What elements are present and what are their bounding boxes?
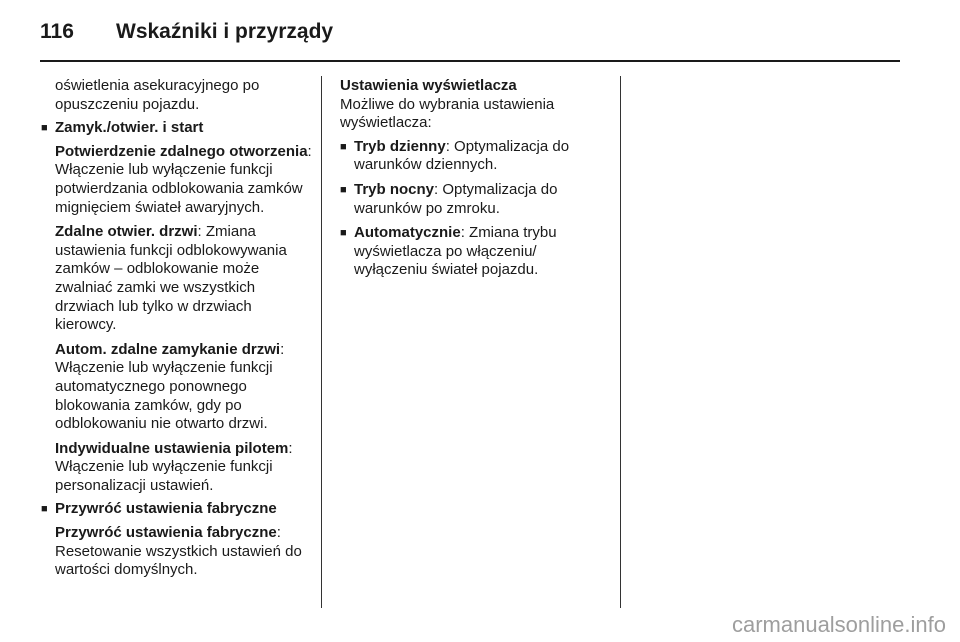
bullet-icon: ■ (41, 503, 48, 516)
entry-desc: Włączenie lub wyłączenie funkcji potwierdzania odblokowania zamków mignięciem świateł awaryjnych. (55, 161, 303, 216)
entry-factory-reset (55, 524, 313, 580)
entry-sep: : (276, 524, 281, 542)
page-number: 116 (40, 20, 74, 43)
column-divider-right (620, 76, 621, 608)
section-factory-reset (41, 500, 313, 579)
entry-desc: Resetowanie wszystkich ustawień do wartości domyślnych. (55, 542, 302, 579)
entry-term: Potwierdzenie zdalnego otworzenia (55, 142, 308, 160)
section-title: Przywróć ustawienia fabryczne (55, 500, 277, 518)
entry-term: Autom. zdalne zamykanie drzwi (55, 340, 281, 358)
item-term: Tryb dzienny (354, 137, 446, 155)
item-sep: : (445, 137, 450, 155)
list-item-day-mode (340, 138, 612, 175)
column-divider-left (321, 76, 322, 608)
bullet-icon: ■ (340, 227, 347, 240)
header-rule (40, 60, 900, 62)
entry-remote-door-unlock (55, 223, 313, 335)
entry-sep: : (280, 340, 285, 358)
entry-sep: : (307, 142, 312, 160)
list-item-night-mode (340, 181, 612, 218)
bullet-icon: ■ (340, 140, 347, 153)
item-term: Automatycznie (354, 224, 461, 242)
section-locking (41, 119, 313, 495)
entry-desc: Zmiana ustawienia funkcji odblokowywania zamków – odblokowanie może zwalniać zamki we wszystkich drzwiach lub tylko w drzwiach kierowcy. (55, 223, 287, 334)
item-sep: : (460, 224, 465, 242)
item-desc: Zmiana trybu wyświetlacza po włączeniu/ wyłączeniu świateł pojazdu. (354, 224, 557, 279)
section-title: Zamyk./otwier. i start (55, 119, 204, 137)
right-column (340, 77, 612, 280)
item-desc: Optymalizacja do warunków dziennych. (354, 137, 570, 174)
entry-sep: : (197, 223, 202, 241)
intro-text: oświetlenia asekuracyjnego po opuszczeniu pojazdu. (55, 77, 260, 113)
page-title: Wskaźniki i przyrządy (116, 20, 334, 43)
item-term: Tryb nocny (354, 180, 435, 198)
bullet-icon: ■ (41, 122, 48, 135)
item-desc: Optymalizacja do warunków po zmroku. (354, 180, 558, 217)
bullet-icon: ■ (340, 183, 347, 196)
list-item-auto-mode (340, 224, 612, 280)
entry-auto-remote-lock (55, 341, 313, 434)
item-sep: : (434, 180, 439, 198)
display-settings-heading: Ustawienia wyświetlacza (340, 77, 517, 94)
entry-term: Zdalne otwier. drzwi (55, 223, 198, 241)
display-settings-intro: Możliwe do wybrania ustawienia wyświetlacza: (340, 95, 555, 132)
entry-term: Przywróć ustawienia fabryczne (55, 524, 277, 542)
entry-key-personalization (55, 440, 313, 496)
entry-desc: Włączenie lub wyłączenie funkcji personalizacji ustawień. (55, 458, 273, 494)
entry-sep: : (288, 439, 293, 457)
entry-term: Indywidualne ustawienia pilotem (55, 439, 289, 457)
entry-remote-unlock-confirm (55, 143, 313, 217)
left-column (41, 77, 313, 580)
page-header (0, 0, 960, 62)
entry-desc: Włączenie lub wyłączenie funkcji automatycznego ponownego blokowania zamków, gdy po odblokowaniu nie otwarto drzwi. (55, 359, 273, 433)
watermark: carmanualsonline.info (731, 612, 946, 637)
